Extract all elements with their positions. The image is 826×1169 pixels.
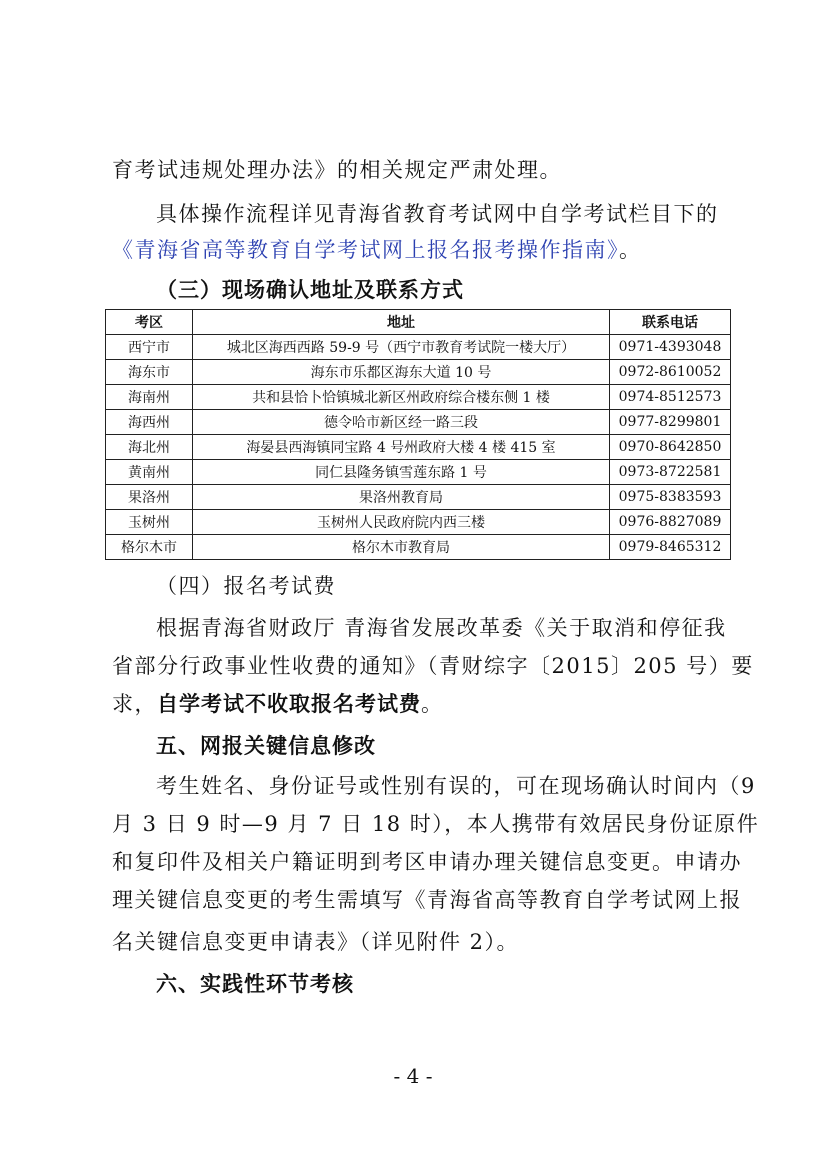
paragraph-line: 考生姓名、身份证号或性别有误的，可在现场确认时间内（9 <box>156 774 756 798</box>
table-cell: 海东市 <box>106 360 193 385</box>
table-cell: 海东市乐都区海东大道 10 号 <box>193 360 610 385</box>
section-title: 六、实践性环节考核 <box>156 972 354 996</box>
paragraph-line <box>112 690 722 718</box>
table-row <box>106 360 731 385</box>
table-cell: 西宁市 <box>106 335 193 360</box>
table-cell: 玉树州人民政府院内西三楼 <box>193 510 610 535</box>
table-cell: 玉树州 <box>106 510 193 535</box>
paragraph-line <box>112 236 722 264</box>
table-cell: 0973-8722581 <box>610 460 731 485</box>
table-cell: 德令哈市新区经一路三段 <box>193 410 610 435</box>
table-cell: 果洛州教育局 <box>193 485 610 510</box>
column-header: 联系电话 <box>610 310 731 335</box>
section-title: （三）现场确认地址及联系方式 <box>156 278 464 302</box>
section-title: （四）报名考试费 <box>156 574 336 598</box>
table-cell: 0970-8642850 <box>610 435 731 460</box>
punctuation: 。 <box>619 238 642 262</box>
table-row <box>106 535 731 560</box>
table-cell: 0972-8610052 <box>610 360 731 385</box>
table-cell: 海晏县西海镇同宝路 4 号州政府大楼 4 楼 415 室 <box>193 435 610 460</box>
table-row <box>106 510 731 535</box>
column-header: 考区 <box>106 310 193 335</box>
table-cell: 城北区海西西路 59-9 号（西宁市教育考试院一楼大厅） <box>193 335 610 360</box>
table-cell: 0971-4393048 <box>610 335 731 360</box>
table-cell: 0976-8827089 <box>610 510 731 535</box>
table-cell: 格尔木市教育局 <box>193 535 610 560</box>
punctuation: 。 <box>421 692 444 716</box>
table-cell: 海西州 <box>106 410 193 435</box>
table-cell: 黄南州 <box>106 460 193 485</box>
text-prefix: 求， <box>112 692 157 716</box>
paragraph-line: 名关键信息变更申请表》（详见附件 2）。 <box>112 930 520 954</box>
paragraph-line: 和复印件及相关户籍证明到考区申请办理关键信息变更。申请办 <box>112 850 742 874</box>
table-cell: 同仁县隆务镇雪莲东路 1 号 <box>193 460 610 485</box>
page-number: - 4 - <box>393 1064 433 1088</box>
paragraph-line: 理关键信息变更的考生需填写《青海省高等教育自学考试网上报 <box>112 888 742 912</box>
table-cell: 果洛州 <box>106 485 193 510</box>
table-cell: 0979-8465312 <box>610 535 731 560</box>
table-cell: 0977-8299801 <box>610 410 731 435</box>
guide-link[interactable]: 《青海省高等教育自学考试网上报名报考操作指南》 <box>112 238 619 262</box>
section-title: 五、网报关键信息修改 <box>156 734 376 758</box>
table-row <box>106 460 731 485</box>
column-header: 地址 <box>193 310 610 335</box>
table-row <box>106 485 731 510</box>
table-cell: 共和县恰卜恰镇城北新区州政府综合楼东侧 1 楼 <box>193 385 610 410</box>
table-cell: 0974-8512573 <box>610 385 731 410</box>
table-header-row <box>106 310 731 335</box>
table-cell: 0975-8383593 <box>610 485 731 510</box>
table-row <box>106 410 731 435</box>
table-cell: 海南州 <box>106 385 193 410</box>
paragraph-line: 根据青海省财政厅 青海省发展改革委《关于取消和停征我 <box>156 616 727 640</box>
paragraph-line: 省部分行政事业性收费的通知》（青财综字〔2015〕205 号）要 <box>112 654 754 678</box>
table-row <box>106 385 731 410</box>
table-cell: 海北州 <box>106 435 193 460</box>
paragraph-line: 月 3 日 9 时—9 月 7 日 18 时），本人携带有效居民身份证原件 <box>112 812 760 836</box>
paragraph-line: 育考试违规处理办法》的相关规定严肃处理。 <box>112 158 562 182</box>
table-row <box>106 435 731 460</box>
paragraph-line: 具体操作流程详见青海省教育考试网中自学考试栏目下的 <box>156 202 719 226</box>
table-row <box>106 335 731 360</box>
confirmation-sites-table <box>105 309 731 560</box>
emphasis-text: 自学考试不收取报名考试费 <box>157 692 421 716</box>
table-cell: 格尔木市 <box>106 535 193 560</box>
